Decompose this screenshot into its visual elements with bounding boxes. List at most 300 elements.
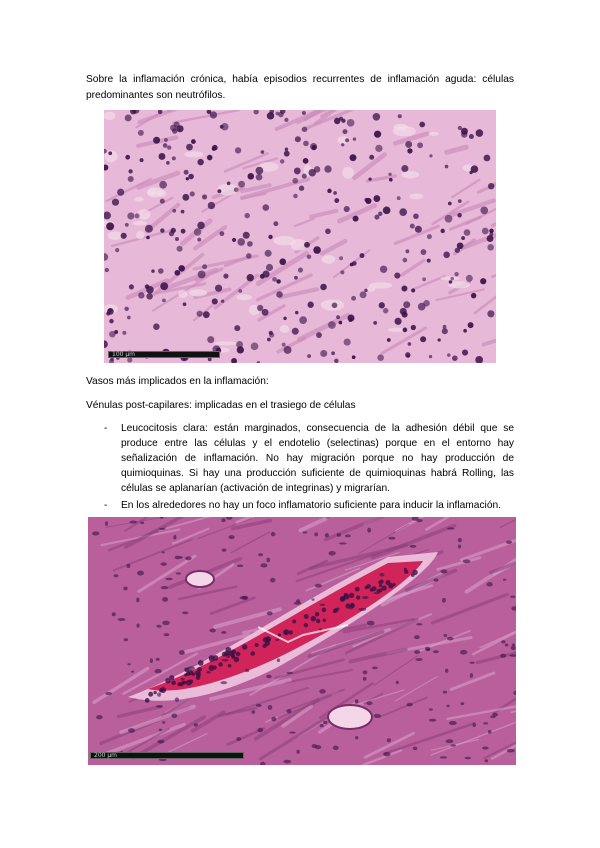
cell-nucleus [394, 272, 400, 278]
cell-nucleus [487, 310, 494, 317]
cell-nucleus [159, 528, 166, 530]
cell-nucleus [190, 191, 195, 196]
cell-nucleus [262, 309, 269, 316]
cell-nucleus [415, 658, 422, 661]
cell-nucleus [411, 325, 416, 330]
cell-nucleus [511, 646, 516, 650]
cell-nucleus [425, 647, 431, 651]
cell-nucleus [341, 143, 344, 146]
cell-nucleus [476, 129, 484, 137]
cell-nucleus [221, 631, 226, 634]
cell-nucleus [292, 328, 299, 335]
cell-nucleus [164, 138, 168, 142]
cell-nucleus [191, 139, 196, 144]
cell-nucleus [488, 183, 494, 189]
cell-nucleus [403, 328, 408, 333]
cell-nucleus [373, 321, 377, 325]
pale-space [104, 112, 115, 121]
cell-nucleus [176, 125, 183, 132]
cell-nucleus [367, 528, 371, 533]
cell-nucleus [256, 174, 263, 181]
cell-nucleus [470, 662, 475, 664]
list-item [104, 498, 514, 513]
cell-nucleus [136, 598, 139, 603]
cell-nucleus [282, 343, 286, 347]
cell-nucleus [413, 747, 418, 750]
cell-nucleus [471, 165, 479, 173]
marginated-leukocyte [197, 667, 202, 672]
cell-nucleus [234, 325, 240, 331]
cell-nucleus [334, 359, 338, 363]
cell-nucleus [312, 744, 317, 748]
cell-nucleus [131, 671, 134, 673]
cell-nucleus [383, 752, 390, 756]
cell-nucleus [167, 145, 171, 149]
cell-nucleus [160, 282, 168, 290]
pale-space [401, 171, 419, 178]
cell-nucleus [328, 321, 336, 329]
cell-nucleus [440, 756, 447, 758]
cell-nucleus [360, 253, 365, 258]
cell-nucleus [184, 170, 189, 175]
cell-nucleus [125, 223, 129, 227]
cell-nucleus [222, 548, 227, 551]
cell-nucleus [128, 728, 135, 733]
cell-nucleus [315, 584, 322, 588]
cell-nucleus [115, 248, 119, 252]
cell-nucleus [380, 266, 387, 273]
cell-nucleus [247, 274, 254, 281]
cell-nucleus [272, 277, 277, 282]
cell-nucleus [367, 621, 375, 626]
cell-nucleus [285, 148, 289, 152]
cell-nucleus [217, 189, 221, 193]
cell-nucleus [232, 238, 236, 242]
cell-nucleus [463, 559, 471, 563]
cell-nucleus [452, 355, 458, 361]
cell-nucleus [429, 154, 432, 157]
cell-nucleus [327, 189, 331, 193]
marginated-leukocyte [315, 612, 319, 616]
cell-nucleus [373, 113, 381, 121]
cell-nucleus [465, 757, 472, 760]
cell-nucleus [246, 253, 252, 259]
cell-nucleus [256, 704, 262, 707]
cell-nucleus [487, 244, 494, 251]
cell-nucleus [173, 535, 176, 540]
marginated-leukocyte [242, 644, 248, 650]
cell-nucleus [445, 215, 453, 223]
cell-nucleus [450, 744, 456, 746]
cell-nucleus [295, 311, 298, 314]
cell-nucleus [181, 210, 185, 214]
cell-nucleus [407, 148, 412, 153]
cell-nucleus [368, 177, 371, 180]
cell-nucleus [215, 285, 222, 292]
cell-nucleus [457, 213, 461, 217]
cell-nucleus [468, 322, 474, 328]
cell-nucleus [454, 272, 458, 276]
cell-nucleus [289, 732, 296, 734]
pale-space [440, 276, 459, 280]
cell-nucleus [247, 241, 253, 247]
pale-space [392, 126, 415, 136]
cell-nucleus [96, 715, 103, 719]
cell-nucleus [434, 578, 439, 581]
marginated-leukocyte [404, 570, 408, 574]
cell-nucleus [461, 236, 465, 240]
small-vessel [186, 571, 214, 587]
cell-nucleus [256, 167, 264, 175]
cell-nucleus [296, 599, 300, 602]
cell-nucleus [358, 608, 366, 611]
cell-nucleus [202, 264, 207, 269]
list-item-text: Leucocitosis clara: están marginados, consecuencia de la adhesión débil que se produce entre las células y el endotelio (selectinas) porque en el entorno hay señalización de inflamación. No hay migración porque no hay producción de quimioquinas. Si hay una producción suficiente de quimioquinas habrá Rolling, las células se aplanarían (activación de integrinas) y migrarían. [121, 423, 514, 494]
cell-nucleus [323, 721, 327, 724]
cell-nucleus [350, 263, 354, 267]
pale-space [189, 289, 207, 296]
pale-space [369, 282, 392, 288]
cell-nucleus [212, 298, 218, 304]
cell-nucleus [160, 199, 165, 204]
cell-nucleus [124, 638, 129, 641]
cell-nucleus [182, 611, 188, 614]
cell-nucleus [197, 311, 203, 317]
marginated-leukocyte [371, 586, 376, 591]
marginated-leukocyte [412, 570, 417, 575]
cell-nucleus [445, 669, 448, 673]
cell-nucleus [112, 199, 119, 206]
marginated-leukocyte [304, 623, 308, 627]
marginated-leukocyte [278, 633, 281, 636]
cell-nucleus [350, 154, 357, 161]
cell-nucleus [172, 128, 177, 133]
cell-nucleus [161, 562, 167, 565]
cell-nucleus [387, 338, 391, 342]
cell-nucleus [510, 596, 515, 598]
cell-nucleus [212, 145, 218, 151]
cell-nucleus [165, 578, 172, 580]
marginated-leukocyte [284, 630, 288, 634]
cell-nucleus [238, 289, 242, 293]
cell-nucleus [223, 273, 228, 278]
cell-nucleus [266, 675, 271, 679]
cell-nucleus [466, 275, 473, 282]
cell-nucleus [157, 740, 164, 744]
marginated-leukocyte [333, 609, 337, 613]
cell-nucleus [320, 284, 327, 291]
cell-nucleus [234, 187, 239, 192]
cell-nucleus [500, 654, 506, 658]
cell-nucleus [238, 181, 245, 188]
vessels-heading: Vasos más implicados en la inflamación: [86, 376, 269, 387]
scale-bar-top: 100 µm [108, 351, 220, 358]
cell-nucleus [353, 137, 356, 140]
cell-nucleus [311, 145, 316, 150]
marginated-leukocyte [316, 619, 320, 623]
cell-nucleus [124, 307, 128, 311]
cell-nucleus [185, 556, 192, 560]
cell-nucleus [487, 235, 494, 242]
small-vessel [328, 705, 372, 729]
cell-nucleus [270, 578, 275, 583]
cell-nucleus [336, 315, 340, 319]
cell-nucleus [156, 625, 161, 628]
cell-nucleus [307, 354, 311, 358]
cell-nucleus [127, 564, 131, 568]
cell-nucleus [355, 736, 358, 739]
cell-nucleus [112, 612, 116, 616]
cell-nucleus [375, 145, 382, 152]
pale-space [273, 236, 295, 245]
cell-nucleus [482, 228, 489, 235]
cell-nucleus [423, 300, 430, 307]
cell-nucleus [303, 141, 309, 147]
cell-nucleus [410, 545, 417, 548]
cell-nucleus [162, 298, 166, 302]
marginated-leukocyte [153, 691, 156, 694]
cell-nucleus [374, 131, 381, 138]
cell-nucleus [293, 194, 298, 199]
cell-nucleus [388, 537, 395, 540]
cell-nucleus [117, 618, 125, 621]
cell-nucleus [355, 699, 359, 703]
cell-nucleus [450, 277, 453, 280]
marginated-leukocyte [145, 698, 150, 703]
cell-nucleus [334, 198, 339, 203]
cell-nucleus [92, 531, 99, 535]
cell-nucleus [209, 629, 216, 633]
cell-nucleus [174, 270, 180, 276]
cell-nucleus [287, 709, 292, 713]
marginated-leukocyte [323, 619, 326, 622]
cell-nucleus [220, 681, 227, 684]
histology-image-bottom [88, 517, 516, 765]
cell-nucleus [109, 319, 113, 323]
cell-nucleus [405, 141, 412, 148]
cell-nucleus [414, 650, 420, 654]
cell-nucleus [383, 308, 389, 314]
cell-nucleus [236, 737, 241, 741]
marginated-leukocyte [263, 637, 268, 642]
cell-nucleus [460, 650, 467, 655]
cell-nucleus [347, 314, 354, 321]
cell-nucleus [150, 658, 153, 663]
cell-nucleus [197, 238, 201, 242]
marginated-leukocyte [171, 680, 176, 685]
cell-nucleus [277, 658, 280, 662]
cell-nucleus [486, 582, 492, 586]
marginated-leukocyte [255, 643, 259, 647]
cell-nucleus [182, 194, 189, 201]
cell-nucleus [415, 226, 422, 233]
cell-nucleus [378, 212, 382, 216]
cell-nucleus [488, 730, 492, 734]
cell-nucleus [319, 628, 322, 630]
pale-space [429, 132, 439, 136]
cell-nucleus [407, 354, 410, 357]
cell-nucleus [429, 355, 432, 358]
cell-nucleus [416, 623, 422, 625]
cell-nucleus [395, 318, 402, 325]
cell-nucleus [411, 288, 415, 292]
cell-nucleus [379, 302, 385, 308]
cell-nucleus [311, 598, 314, 601]
cell-nucleus [240, 596, 248, 599]
cell-nucleus [388, 173, 391, 176]
cell-nucleus [178, 265, 185, 272]
pale-space [178, 290, 188, 298]
marginated-leukocyte [196, 675, 201, 680]
cell-nucleus [208, 655, 214, 659]
cell-nucleus [137, 624, 140, 628]
cell-nucleus [135, 213, 140, 218]
cell-nucleus [114, 330, 118, 334]
cell-nucleus [302, 174, 307, 179]
pale-space [280, 325, 290, 333]
cell-nucleus [251, 710, 255, 713]
marginated-leukocyte [366, 584, 371, 589]
cell-nucleus [419, 122, 425, 128]
cell-nucleus [483, 722, 488, 724]
pale-space [136, 231, 144, 240]
cell-nucleus [433, 650, 439, 653]
cell-nucleus [294, 167, 301, 174]
cell-nucleus [179, 556, 182, 558]
cell-nucleus [408, 342, 412, 346]
marginated-leukocyte [231, 654, 235, 658]
cell-nucleus [245, 669, 249, 672]
cell-nucleus [313, 246, 321, 254]
cell-nucleus [463, 329, 467, 333]
cell-nucleus [268, 235, 272, 239]
cell-nucleus [154, 669, 161, 673]
cell-nucleus [138, 292, 144, 298]
intro-paragraph: Sobre la inflamación crónica, había episodios recurrentes de inflamación aguda: células predominantes son neutrófilos. [86, 74, 514, 101]
cell-nucleus [145, 225, 153, 233]
cell-nucleus [442, 328, 448, 334]
cell-nucleus [401, 165, 408, 172]
cell-nucleus [337, 533, 341, 536]
cell-nucleus [352, 355, 356, 359]
cell-nucleus [226, 654, 230, 658]
cell-nucleus [243, 232, 250, 239]
cell-nucleus [159, 181, 167, 189]
cell-nucleus [175, 237, 179, 241]
cell-nucleus [333, 191, 337, 195]
cell-nucleus [505, 644, 509, 647]
cell-nucleus [158, 268, 164, 274]
cell-nucleus [251, 342, 259, 350]
cell-nucleus [237, 238, 245, 246]
cell-nucleus [183, 302, 187, 306]
cell-nucleus [186, 177, 189, 180]
cell-nucleus [403, 301, 410, 308]
cell-nucleus [258, 553, 263, 556]
cell-nucleus [308, 302, 314, 308]
cell-nucleus [406, 703, 412, 707]
cell-nucleus [266, 264, 273, 271]
cell-nucleus [324, 165, 331, 172]
cell-nucleus [461, 702, 465, 705]
cell-nucleus [137, 571, 144, 576]
cell-nucleus [344, 338, 351, 345]
cell-nucleus [314, 532, 318, 536]
cell-nucleus [373, 195, 380, 202]
cell-nucleus [138, 130, 144, 136]
cell-nucleus [127, 212, 134, 219]
cell-nucleus [198, 271, 206, 279]
cell-nucleus [203, 311, 210, 318]
cell-nucleus [458, 538, 462, 542]
pale-space [133, 221, 147, 226]
list-marker: - [104, 423, 108, 434]
marginated-leukocyte [218, 662, 222, 666]
cell-nucleus [280, 159, 284, 163]
cell-nucleus [389, 178, 393, 182]
cell-nucleus [319, 689, 325, 694]
marginated-leukocyte [356, 595, 360, 599]
cell-nucleus [473, 722, 476, 727]
cell-nucleus [320, 604, 325, 606]
cell-nucleus [221, 123, 228, 130]
marginated-leukocyte [344, 594, 350, 600]
cell-nucleus [369, 155, 374, 160]
cell-nucleus [260, 563, 267, 567]
cell-nucleus [197, 222, 204, 229]
cell-nucleus [271, 717, 276, 722]
cell-nucleus [202, 194, 207, 199]
cell-nucleus [458, 199, 462, 203]
cell-nucleus [177, 246, 183, 252]
cell-nucleus [157, 693, 161, 697]
histology-image-top [104, 110, 496, 363]
cell-nucleus [417, 142, 423, 148]
cell-nucleus [221, 659, 228, 662]
cell-nucleus [447, 527, 455, 529]
cell-nucleus [127, 316, 131, 320]
cell-nucleus [397, 196, 401, 200]
cell-nucleus [353, 216, 359, 222]
cell-nucleus [105, 268, 109, 272]
cell-nucleus [332, 302, 338, 308]
cell-nucleus [443, 634, 447, 637]
cell-nucleus [162, 597, 168, 602]
cell-nucleus [336, 607, 340, 610]
cell-nucleus [207, 155, 213, 161]
cell-nucleus [449, 280, 452, 283]
cell-nucleus [440, 569, 447, 573]
cell-nucleus [377, 354, 384, 361]
cell-nucleus [187, 666, 195, 670]
cell-nucleus [207, 336, 214, 343]
cell-nucleus [298, 267, 303, 272]
cell-nucleus [127, 663, 130, 665]
cell-nucleus [340, 270, 344, 274]
cell-nucleus [151, 269, 155, 273]
cell-nucleus [108, 151, 112, 155]
cell-nucleus [416, 519, 422, 522]
marginated-leukocyte [148, 692, 153, 697]
cell-nucleus [302, 111, 306, 115]
marginated-leukocyte [225, 647, 231, 653]
cell-nucleus [403, 258, 408, 263]
cell-nucleus [448, 202, 452, 206]
cell-nucleus [470, 673, 473, 678]
cell-nucleus [276, 279, 281, 284]
cell-nucleus [176, 572, 181, 574]
cell-nucleus [269, 332, 274, 337]
